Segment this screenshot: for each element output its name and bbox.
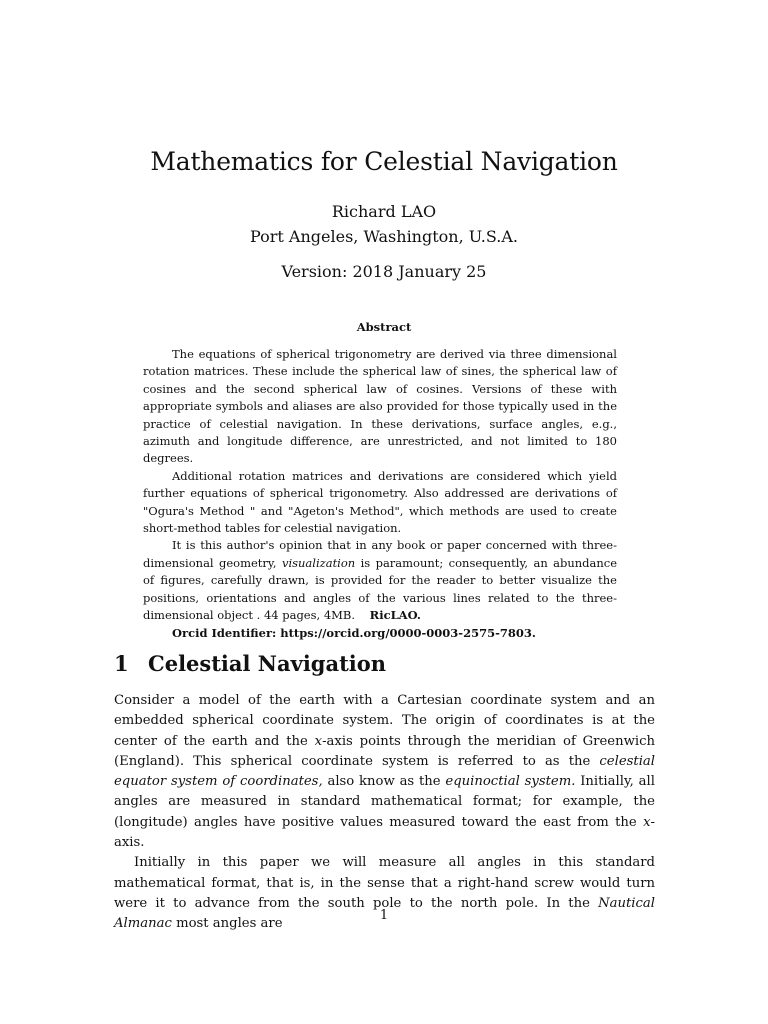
body-emphasis: celestial equator system of coordinates, <box>114 753 655 790</box>
body-paragraph-1 <box>114 691 655 853</box>
section-body <box>114 691 655 935</box>
body-text: Initially in this paper we will measure all angles in this standard mathematical format, that is, in the sense that a right-hand screw would turn were it to advance from the south pole to the north pole. In the <box>114 855 655 911</box>
section-number: 1 <box>114 651 129 676</box>
body-emphasis: Nautical Almanac <box>114 895 655 932</box>
math-variable: x <box>643 814 651 830</box>
abstract-text: is paramount; consequently, an abundance of figures, carefully drawn, is provided for the reader to better visualize the positions, orientations and angles of the various lines related to the three-dimensional object . 44 pages, 4MB. <box>143 555 618 623</box>
body-text: Consider a model of the earth with a Cartesian coordinate system and an embedded spherical coordinate system. The origin of coordinates is at the center of the earth and the <box>114 693 655 749</box>
section-title: Celestial Navigation <box>148 651 387 676</box>
page-number: 1 <box>379 908 389 923</box>
abstract-signature: RicLAO. <box>369 608 421 623</box>
author-affiliation: Port Angeles, Washington, U.S.A. <box>250 227 518 246</box>
abstract-emphasis: visualization <box>281 555 356 570</box>
math-variable: x <box>314 733 323 749</box>
body-text: most angles are <box>176 916 283 932</box>
version-line: Version: 2018 January 25 <box>281 262 487 281</box>
section-heading <box>114 651 386 676</box>
body-text: -axis points through the meridian of Greenwich (England). This spherical coordinate system is referred to as the <box>114 733 655 769</box>
abstract-paragraph-1: The equations of spherical trigonometry are derived via three dimensional rotation matrices. These include the spherical law of sines, the spherical law of cosines and the second spherical law of cosines. Versions of these with appropriate symbols and aliases are also provided for those typically used in the practice of celestial navigation. In these derivations, surface angles, e.g., azimuth and longitude difference, are unrestricted, and not limited to 180 degrees. <box>143 347 617 466</box>
abstract-paragraph-2: Additional rotation matrices and derivations are considered which yield further equations of spherical trigonometry. Also addressed are derivations of "Ogura's Method " and "Ageton's Method", which methods are used to create short-method tables for celestial navigation. <box>143 468 617 536</box>
abstract-paragraph-3 <box>143 537 617 624</box>
orcid-identifier: Orcid Identifier: https://orcid.org/0000-0003-2575-7803. <box>172 625 536 640</box>
abstract-heading: Abstract <box>356 320 412 334</box>
body-text: Initially, all angles are measured in standard mathematical format; for example, the (longitude) angles have positive values measured toward the east from the <box>114 774 655 830</box>
body-emphasis: equinoctial system. <box>445 774 576 790</box>
author-name: Richard LAO <box>331 202 437 221</box>
body-text: -axis. <box>114 814 655 851</box>
abstract-body <box>143 346 617 642</box>
body-text: also know as the <box>327 774 441 790</box>
paper-title: Mathematics for Celestial Navigation <box>150 147 618 176</box>
abstract-text: It is this author's opinion that in any book or paper concerned with three-dimensional geometry, <box>143 538 617 570</box>
